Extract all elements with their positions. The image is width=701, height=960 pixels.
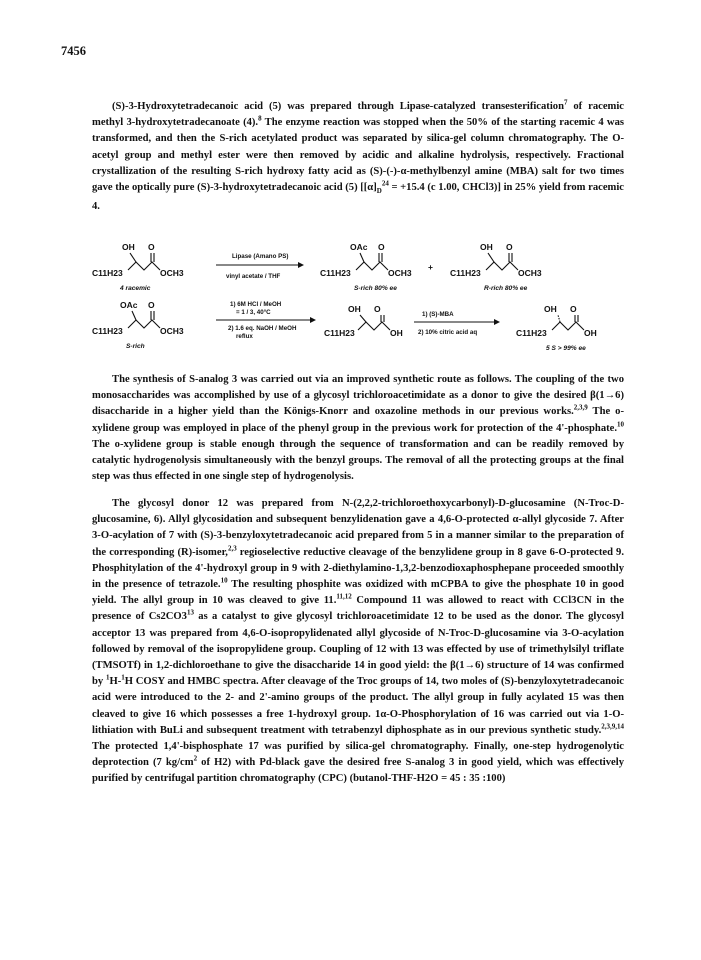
arrow-hydrolysis bbox=[216, 301, 316, 340]
svg-text:C11H23: C11H23 bbox=[92, 326, 123, 336]
compound-s-rich-acetate-2 bbox=[92, 300, 184, 350]
svg-text:4 racemic: 4 racemic bbox=[120, 285, 151, 292]
svg-text:OH: OH bbox=[584, 328, 597, 338]
svg-text:1) (S)-MBA: 1) (S)-MBA bbox=[422, 311, 454, 318]
paragraph-synthesis: The synthesis of S-analog 3 was carried out via an improved synthetic route as follows. The coupling of the two monosaccharides was accomplished by use of a glycosyl trichloroacetimidate as a donor to give the desired β(1→6) disaccharide in a higher yield than the Königs-Knorr and oxazoline methods in our previous works.$^{2,3,9}$ The o-xylidene group was employed in place of the phenyl group in the previous work for protection of the 4'-phosphate.$^{10}$ The o-xylidene group is stable enough through the sequence of transformation and can be readily removed by catalytic hydrogenolysis simultaneously with the benzyl groups. The removal of all the protecting groups at the final step was thus effected in one single step of hydrogenolysis. bbox=[92, 374, 624, 483]
svg-text:O: O bbox=[374, 304, 381, 314]
paragraph-donor: The glycosyl donor 12 was prepared from N-(2,2,2-trichloroethoxycarbonyl)-D-glucosamine (N-Troc-D-glucosamine, 6). Allyl glycosidation and subsequent benzylidenation gave a 4,6-O-protected α-allyl glycoside 7. After 3-O-acylation of 7 with (S)-3-benzyloxytetradecanoic acid prepared from 5 in a manner similar to the preparation of the corresponding (R)-isomer,$^{2,3}$ regioselective reductive cleavage of the benzylidene group in 8 gave 6-O-protected 9. Phosphitylation of the 4'-hydroxyl group in 9 with 2-diethylamino-1,3,2-benzodioxaphosphepane proceeded smoothly in the presence of tetrazole.$^{10}$ The resulting phosphite was oxidized with mCPBA to give the phosphate 10 in good yield. The allyl group in 10 was cleaved to give 11.$^{11,12}$ Compound 11 was allowed to react with CCl3CN in the presence of $Cs2CO3^{13}$ as a catalyst to give glycosyl trichloroacetimidate 12 to be used as the donor. The glycosyl acceptor 13 was prepared from 4,6-O-isopropylidenated allyl glycoside of N-Troc-D-glucosamine via 3-O-acylation followed by removal of the isopropylidene group. Coupling of 12 with 13 was effected by use of trimethylsilyl triflate (TMSOTf) in 1,2-dichloroethane to give the disaccharide 14 in good yield: the β(1→6) structure of 14 was confirmed by $^1$H-$^1$H COSY and HMBC spectra. After cleavage of the Troc groups of 14, two moles of (S)-benzyloxytetradecanoic acid were introduced to the 2- and 2'-amino groups of the product. The allyl group in fully acylated 15 was then cleaved to give 16 which possesses a free 1-hydroxyl group. 1α-O-Phosphorylation of 16 was carried out via 1-O-lithiation with BuLi and subsequent treatment with tetrabenzyl diphosphate as in our previous synthetic study.$^{2,3,9,14}$ The protected 1,4'-bisphosphate 17 was purified by silica-gel chromatography. Finally, one-step hydrogenolytic deprotection (7 $kg/cm^2$ of H2) with Pd-black gave the desired free S-analog 3 in good yield, which was effectively purified by centrifugal partition chromatography (CPC) (butanol-THF-H2O = 45 : 35 :100) bbox=[92, 498, 624, 785]
arrow-resolution bbox=[414, 311, 500, 336]
compound-s-rich-acetate bbox=[320, 242, 412, 292]
svg-text:O: O bbox=[148, 300, 155, 310]
svg-text:vinyl acetate / THF: vinyl acetate / THF bbox=[226, 273, 281, 280]
compound-r-rich-alcohol bbox=[450, 242, 542, 292]
svg-text:reflux: reflux bbox=[236, 333, 253, 340]
svg-text:1) 6M HCl / MeOH: 1) 6M HCl / MeOH bbox=[230, 301, 282, 308]
svg-text:R-rich 80% ee: R-rich 80% ee bbox=[484, 285, 528, 292]
svg-text:5 S > 99% ee: 5 S > 99% ee bbox=[546, 345, 586, 352]
svg-text:2) 10% citric acid aq: 2) 10% citric acid aq bbox=[418, 329, 478, 336]
svg-text:Lipase (Amano PS): Lipase (Amano PS) bbox=[232, 253, 289, 260]
svg-text:OAc: OAc bbox=[350, 242, 368, 252]
svg-text:OAc: OAc bbox=[120, 300, 138, 310]
svg-text:OCH3: OCH3 bbox=[518, 268, 542, 278]
svg-text:O: O bbox=[378, 242, 385, 252]
svg-text:C11H23: C11H23 bbox=[320, 268, 351, 278]
svg-text:OH: OH bbox=[390, 328, 403, 338]
svg-text:OH: OH bbox=[122, 242, 135, 252]
compound-s-rich-acid bbox=[324, 304, 403, 338]
svg-text:C11H23: C11H23 bbox=[92, 268, 123, 278]
compound-4 bbox=[92, 242, 184, 292]
svg-text:OCH3: OCH3 bbox=[160, 326, 184, 336]
svg-text:OCH3: OCH3 bbox=[388, 268, 412, 278]
compound-5 bbox=[516, 304, 597, 352]
svg-text:2) 1.6 eq. NaOH / MeOH: 2) 1.6 eq. NaOH / MeOH bbox=[228, 325, 297, 332]
arrow-lipase bbox=[216, 253, 304, 280]
synthesis-scheme bbox=[92, 240, 632, 365]
svg-text:O: O bbox=[506, 242, 513, 252]
svg-text:OCH3: OCH3 bbox=[160, 268, 184, 278]
plus-sign: + bbox=[428, 262, 433, 272]
page-number: 7456 bbox=[61, 44, 86, 58]
svg-text:S-rich 80% ee: S-rich 80% ee bbox=[354, 285, 397, 292]
svg-text:C11H23: C11H23 bbox=[516, 328, 547, 338]
svg-text:C11H23: C11H23 bbox=[324, 328, 355, 338]
svg-text:OH: OH bbox=[544, 304, 557, 314]
svg-text:= 1 / 3, 40°C: = 1 / 3, 40°C bbox=[236, 309, 271, 316]
svg-text:C11H23: C11H23 bbox=[450, 268, 481, 278]
paragraph-intro: (S)-3-Hydroxytetradecanoic acid (5) was prepared through Lipase-catalyzed transesterification$^7$ of racemic methyl 3-hydroxytetradecanoate (4).$^8$ The enzyme reaction was stopped when the 50% of the starting racemic 4 was transformed, and then the S-rich acetylated product was separated by silica-gel column chromatography. The O-acetyl group and methyl ester were then removed by acidic and alkaline hydrolysis, respectively. Fractional crystallization of the resulting S-rich hydroxy fatty acid as (S)-(-)-α-methylbenzyl amine (MBA) salt for two times gave the optically pure (S)-3-hydroxytetradecanoic acid (5) [$[\alpha]_D^{24} = +15.4$ (c 1.00, CHCl3)] in 25% yield from racemic 4. bbox=[92, 98, 624, 213]
svg-text:O: O bbox=[570, 304, 577, 314]
svg-text:OH: OH bbox=[480, 242, 493, 252]
svg-text:O: O bbox=[148, 242, 155, 252]
svg-text:S-rich: S-rich bbox=[126, 343, 145, 350]
svg-text:OH: OH bbox=[348, 304, 361, 314]
